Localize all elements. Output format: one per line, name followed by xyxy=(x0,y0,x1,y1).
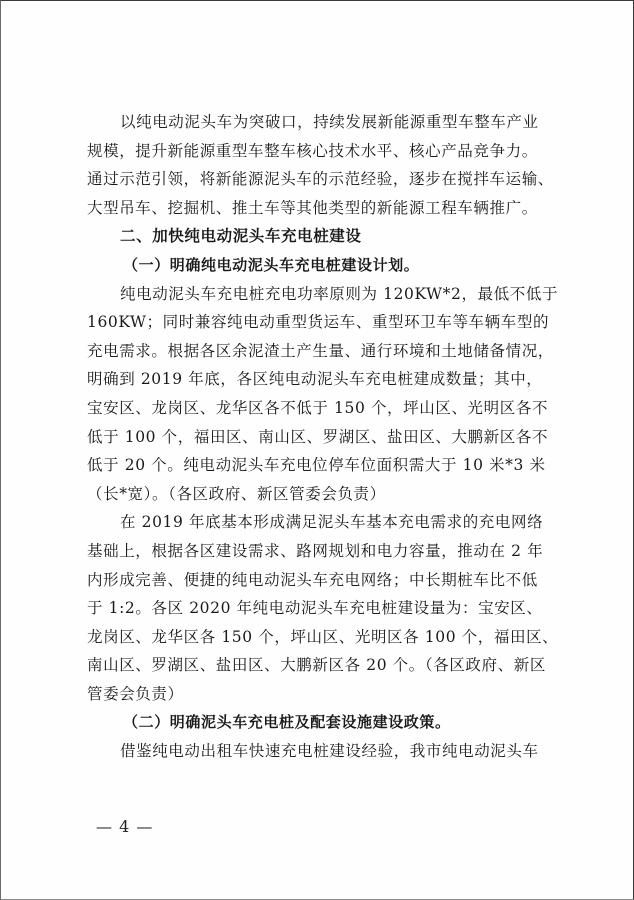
body-line: 160KW；同时兼容纯电动重型货运车、重型环卫车等车辆车型的 xyxy=(87,313,550,332)
body-line: 大型吊车、挖掘机、推土车等其他类型的新能源工程车辆推广。 xyxy=(87,198,538,217)
body-line: 管委会负责） xyxy=(87,684,184,703)
body-line: 规模，提升新能源重型车整车核心技术水平、核心产品竞争力。 xyxy=(87,141,538,160)
body-line: 于 1:2。各区 2020 年纯电动泥头车充电桩建设量为：宝安区、 xyxy=(87,599,543,618)
body-line: 龙岗区、龙华区各 150 个，坪山区、光明区各 100 个，福田区、 xyxy=(87,627,559,646)
body-line: 基础上，根据各区建设需求、路网规划和电力容量，推动在 2 年 xyxy=(87,541,544,560)
page-number: — 4 — xyxy=(96,817,154,836)
body-line: 在 2019 年底基本形成满足泥头车基本充电需求的充电网络 xyxy=(120,513,544,532)
body-line: 借鉴纯电动出租车快速充电桩建设经验，我市纯电动泥头车 xyxy=(120,742,539,761)
body-line: （长*宽）。（各区政府、新区管委会负责） xyxy=(87,484,386,503)
subsection-heading: （一）明确纯电动泥头车充电桩建设计划。 xyxy=(123,255,420,274)
body-line: 内形成完善、便捷的纯电动泥头车充电网络；中长期桩车比不低 xyxy=(87,570,538,589)
section-heading: 二、加快纯电动泥头车充电桩建设 xyxy=(120,227,362,246)
body-line: 南山区、罗湖区、盐田区、大鹏新区各 20 个。（各区政府、新区 xyxy=(87,656,546,675)
body-line: 以纯电动泥头车为突破口，持续发展新能源重型车整车产业 xyxy=(120,113,539,131)
subsection-heading: （二）明确泥头车充电桩及配套设施建设政策。 xyxy=(123,713,451,732)
body-line: 充电需求。根据各区余泥渣土产生量、通行环境和土地储备情况， xyxy=(87,341,554,360)
body-line: 纯电动泥头车充电桩充电功率原则为 120KW*2，最低不低于 xyxy=(120,284,559,303)
body-line: 低于 100 个，福田区、南山区、罗湖区、盐田区、大鹏新区各不 xyxy=(87,427,549,446)
document-body xyxy=(87,108,567,766)
body-line: 宝安区、龙岗区、龙华区各不低于 150 个，坪山区、光明区各不 xyxy=(87,398,549,417)
body-line: 通过示范引领，将新能源泥头车的示范经验，逐步在搅拌车运输、 xyxy=(87,170,554,189)
body-line: 明确到 2019 年底，各区纯电动泥头车充电桩建成数量；其中， xyxy=(87,370,543,389)
body-line: 低于 20 个。纯电动泥头车充电位停车位面积需大于 10 米*3 米 xyxy=(87,456,546,475)
